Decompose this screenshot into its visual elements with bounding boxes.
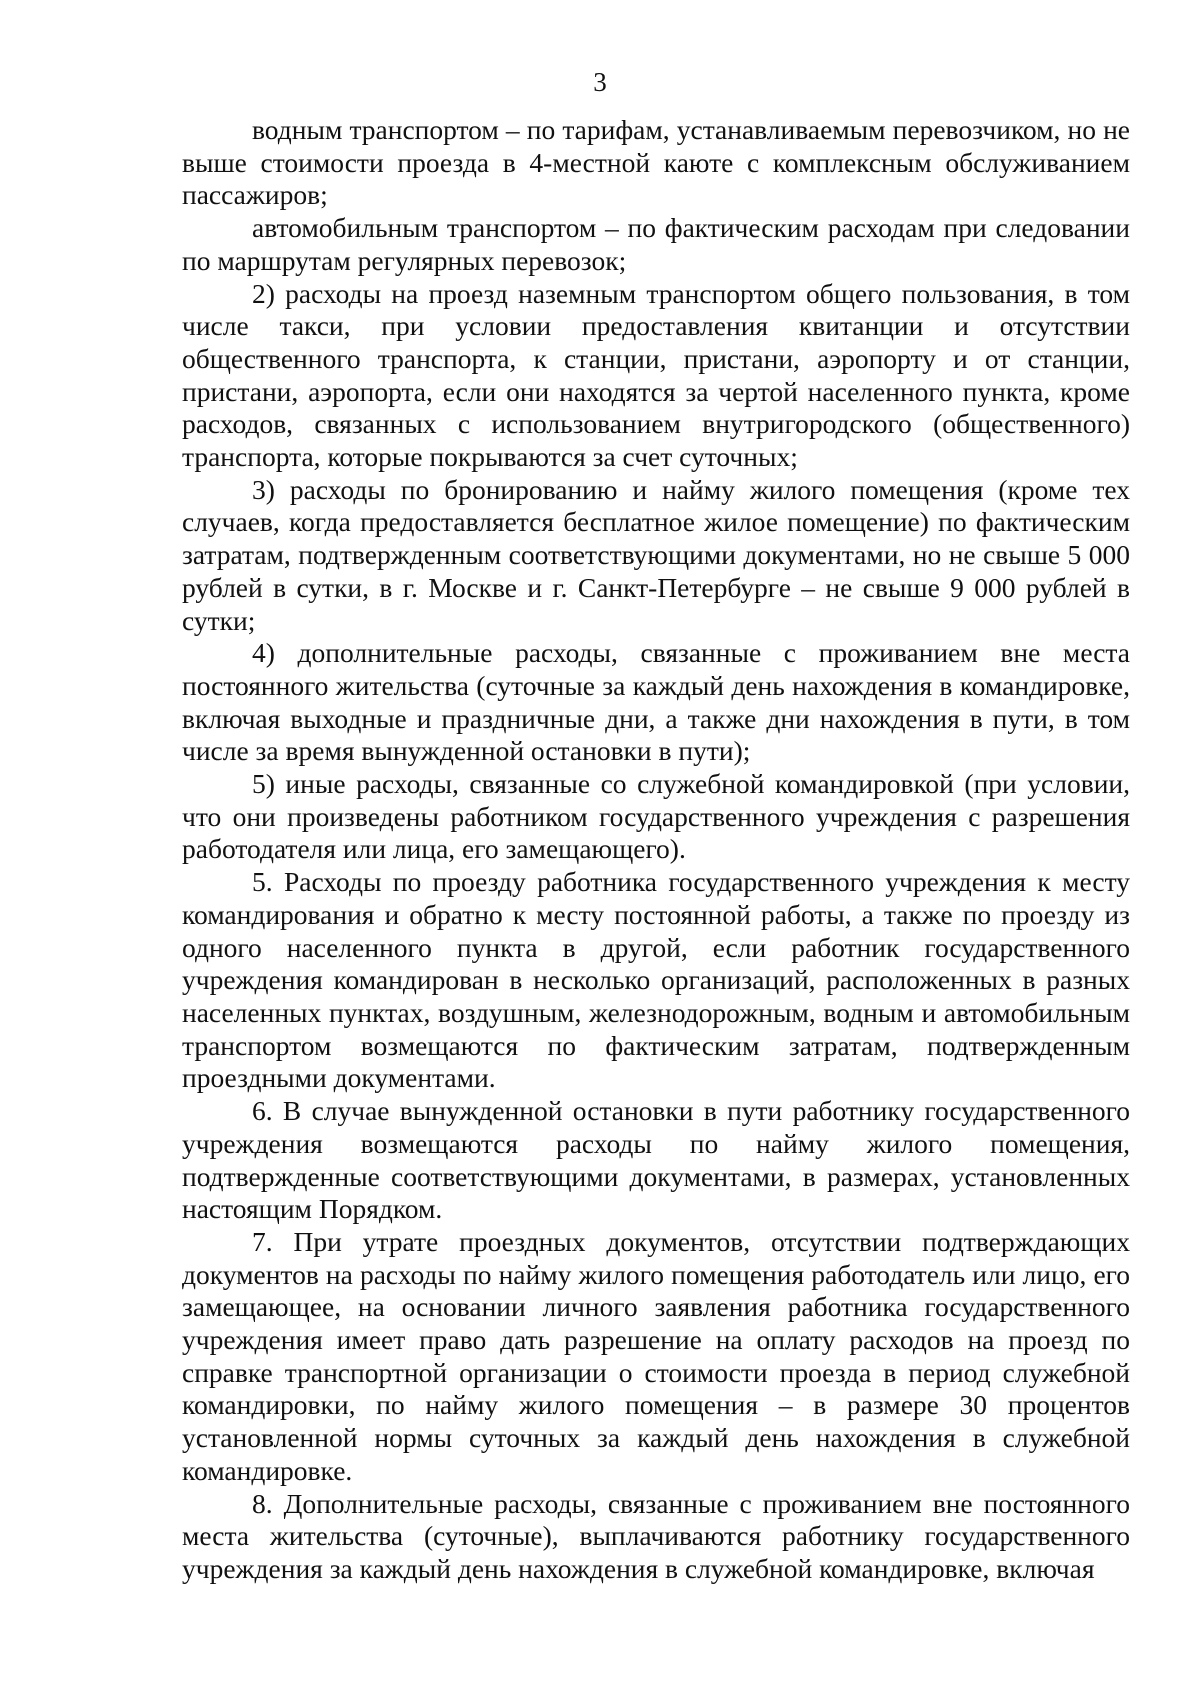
paragraph-item-5: 5) иные расходы, связанные со служебной командировкой (при условии, что они произведены работником государственного учреждения с разрешения работодателя или лица, его замещающего). (182, 768, 1130, 865)
paragraph-section-7: 7. При утрате проездных документов, отсутствии подтверждающих документов на расходы по найму жилого помещения работодатель или лицо, его замещающее, на основании личного заявления работника государственного учреждения имеет право дать разрешение на оплату расходов на проезд по справке транспортной организации о стоимости проезда в период служебной командировки, по найму жилого помещения – в размере 30 процентов установленной нормы суточных за каждый день нахождения в служебной командировке. (182, 1225, 1130, 1486)
paragraph-water-transport: водным транспортом – по тарифам, устанавливаемым перевозчиком, но не выше стоимости проезда в 4-местной каюте с комплексным обслуживанием пассажиров; (182, 114, 1130, 211)
document-body (182, 114, 1130, 1586)
paragraph-section-5: 5. Расходы по проезду работника государственного учреждения к месту командирования и обратно к месту постоянной работы, а также по проезду из одного населенного пункта в другой, если работник государственного учреждения командирован в несколько организаций, расположенных в разных населенных пунктах, воздушным, железнодорожным, водным и автомобильным транспортом возмещаются по фактическим затратам, подтвержденным проездными документами. (182, 866, 1130, 1094)
paragraph-section-6: 6. В случае вынужденной остановки в пути работнику государственного учреждения возмещаются расходы по найму жилого помещения, подтвержденные соответствующими документами, в размерах, установленных настоящим Порядком. (182, 1095, 1130, 1225)
page-number: 3 (593, 67, 607, 97)
paragraph-road-transport: автомобильным транспортом – по фактическим расходам при следовании по маршрутам регулярных перевозок; (182, 212, 1130, 276)
paragraph-item-2: 2) расходы на проезд наземным транспортом общего пользования, в том числе такси, при условии предоставления квитанции и отсутствии общественного транспорта, к станции, пристани, аэропорту и от станции, пристани, аэропорта, если они находятся за чертой населенного пункта, кроме расходов, связанных с использованием внутригородского (общественного) транспорта, которые покрываются за счет суточных; (182, 277, 1130, 473)
paragraph-item-3: 3) расходы по бронированию и найму жилого помещения (кроме тех случаев, когда предоставляется бесплатное жилое помещение) по фактическим затратам, подтвержденным соответствующими документами, но не свыше 5 000 рублей в сутки, в г. Москве и г. Санкт-Петербурге – не свыше 9 000 рублей в сутки; (182, 473, 1130, 636)
paragraph-item-4: 4) дополнительные расходы, связанные с проживанием вне места постоянного жительства (суточные за каждый день нахождения в командировке, включая выходные и праздничные дни, а также дни нахождения в пути, в том числе за время вынужденной остановки в пути); (182, 637, 1130, 767)
paragraph-section-8: 8. Дополнительные расходы, связанные с проживанием вне постоянного места жительства (суточные), выплачиваются работнику государственного учреждения за каждый день нахождения в служебной командировке, включая (182, 1487, 1130, 1584)
